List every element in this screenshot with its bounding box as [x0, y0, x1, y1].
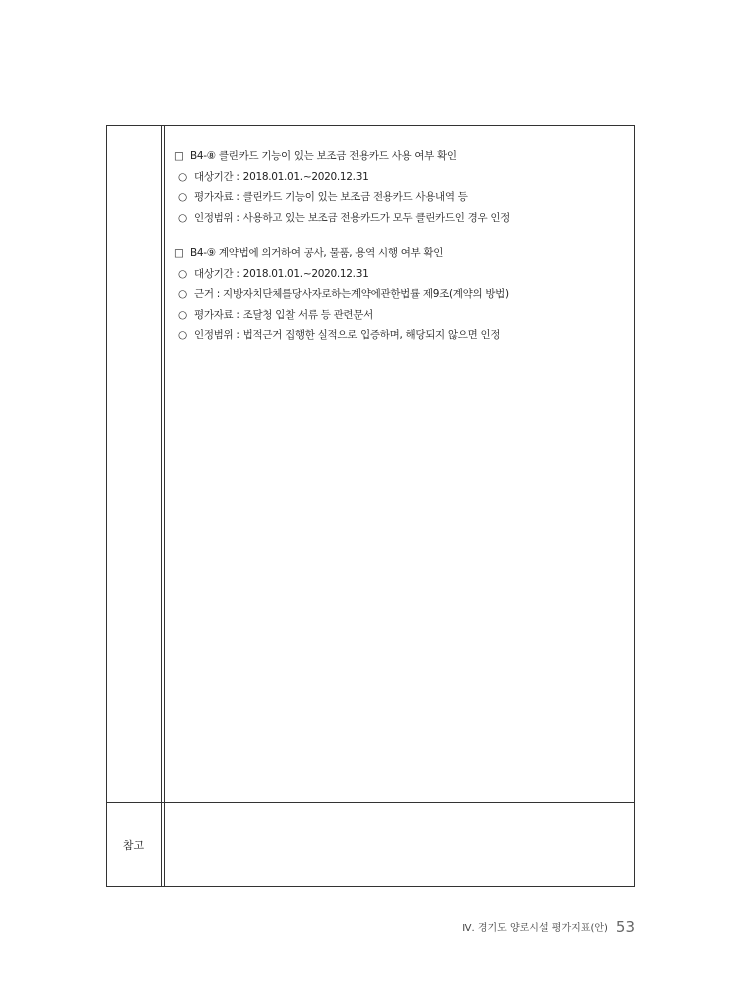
page-footer: [0, 918, 635, 936]
reference-label: 참고: [122, 839, 145, 852]
circle-bullet-icon: ○: [178, 329, 187, 341]
footer-title: Ⅳ. 경기도 양로시설 평가지표(안): [462, 923, 608, 934]
row-divider: [106, 802, 635, 803]
circle-bullet-icon: ○: [178, 288, 187, 300]
page-number: 53: [615, 918, 635, 936]
circle-bullet-icon: ○: [178, 170, 187, 183]
criteria-content: [174, 146, 629, 361]
circle-bullet-icon: ○: [178, 267, 187, 280]
section-heading: □ B4-⑧ 클린카드 기능이 있는 보조금 전용카드 사용 여부 확인: [174, 146, 629, 167]
list-item: ○ 평가자료 : 조달청 입찰 서류 등 관련문서: [174, 305, 629, 326]
criteria-section-b4-9: [174, 243, 629, 346]
circle-bullet-icon: ○: [178, 191, 187, 203]
criteria-section-b4-8: [174, 146, 629, 228]
section-heading: □ B4-⑨ 계약법에 의거하여 공사, 물품, 용역 시행 여부 확인: [174, 243, 629, 264]
list-item: ○ 대상기간 : 2018.01.01.~2020.12.31: [174, 264, 629, 285]
column-divider: [161, 125, 162, 887]
list-item: ○ 대상기간 : 2018.01.01.~2020.12.31: [174, 167, 629, 188]
list-item: ○ 근거 : 지방자치단체를당사자로하는계약에관한법률 제9조(계약의 방법): [174, 284, 629, 305]
list-item: ○ 평가자료 : 클린카드 기능이 있는 보조금 전용카드 사용내역 등: [174, 187, 629, 208]
circle-bullet-icon: ○: [178, 211, 187, 224]
circle-bullet-icon: ○: [178, 308, 187, 321]
list-item: ○ 인정범위 : 법적근거 집행한 실적으로 입증하며, 해당되지 않으면 인정: [174, 325, 629, 346]
checkbox-square-icon: □: [174, 247, 184, 259]
checkbox-square-icon: □: [174, 150, 184, 162]
column-divider-double: [164, 125, 165, 887]
list-item: ○ 인정범위 : 사용하고 있는 보조금 전용카드가 모두 클린카드인 경우 인정: [174, 208, 629, 229]
